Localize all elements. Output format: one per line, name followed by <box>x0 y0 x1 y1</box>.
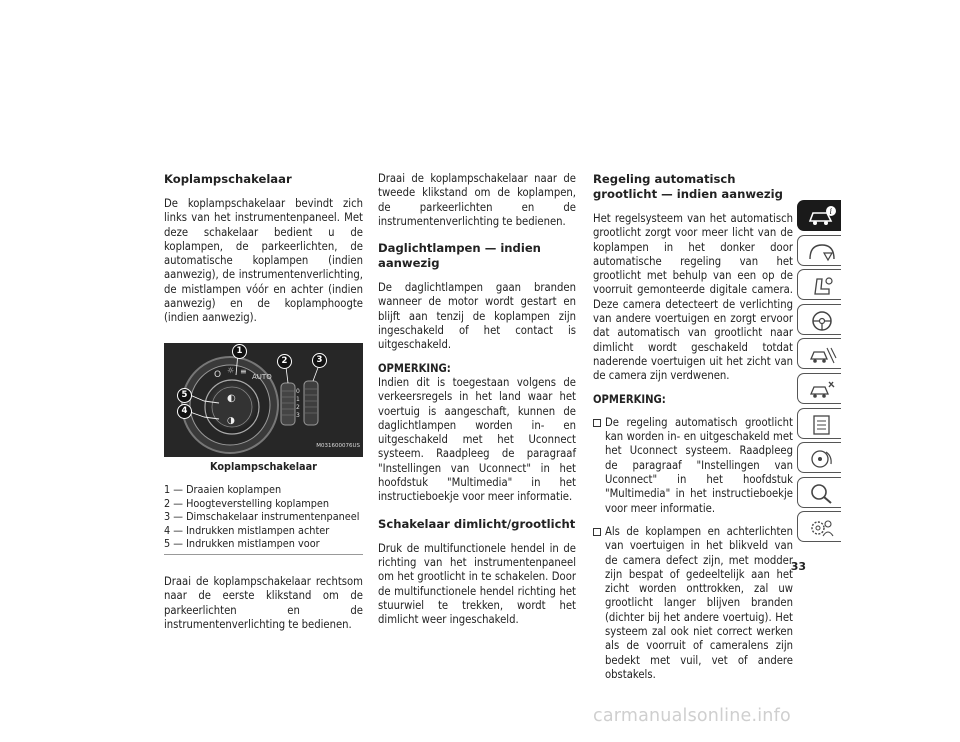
watermark: carmanualsonline.info <box>593 706 791 726</box>
figure-image-id: M031600076US <box>316 443 360 450</box>
section-heading-automatisch-grootlicht: Regeling automatisch grootlicht — indien aanwezig <box>593 172 783 201</box>
note-text: Indien dit is toegestaan volgens de verkeersregels in het land waar het voertuig is aangeschaft, kunnen de daglichtlampen worden in- en uitgeschakeld met het Uconnect systeem. Raadpleeg de paragraaf "Instellingen van Uconnect" in het hoofdstuk "Multimedia" in het instructieboekje voor meer informatie. <box>378 375 576 504</box>
svg-text:O: O <box>214 369 222 380</box>
svg-text:≡: ≡ <box>240 366 247 376</box>
car-info-icon <box>807 204 837 228</box>
svg-text:0: 0 <box>296 387 300 395</box>
legend-item: 4 — Indrukken mistlampen achter <box>164 523 330 537</box>
note-title: OPMERKING: <box>593 392 666 406</box>
callout-1: 1 <box>232 344 247 359</box>
page-number: 33 <box>790 560 806 573</box>
section-heading-daglichtlampen: Daglichtlampen — indien aanwezig <box>378 241 541 271</box>
legend-item: 5 — Indrukken mistlampen voor <box>164 537 320 551</box>
headlight-switch-figure <box>164 343 363 457</box>
chapter-tab-steering[interactable] <box>797 304 841 335</box>
turn-second-position-paragraph: Draai de koplampschakelaar naar de tweede klikstand om de koplampen, de parkeerlichten en de instrumentenverlichting te bedienen. <box>378 172 576 228</box>
callout-3: 3 <box>312 353 327 368</box>
column-left <box>164 172 363 632</box>
legend-item: 2 — Hoogteverstelling koplampen <box>164 496 330 510</box>
magnifier-icon <box>807 481 837 505</box>
legend-item: 1 — Draaien koplampen <box>164 482 282 496</box>
seat-safety-icon <box>807 273 837 297</box>
section-heading-koplampschakelaar: Koplampschakelaar <box>164 172 292 186</box>
intro-paragraph: De koplampschakelaar bevindt zich links van het instrumentenpaneel. Met deze schakelaar bedient u de koplampen, de parkeerlichten, de automatische koplampen (indien aanwezig), de instrumentenverlichting, de mistlampen vóór en achter (indien aanwezig) en de koplamphoogte (indien aanwezig). <box>164 197 363 325</box>
auto-high-beam-paragraph: Het regelsysteem van het automatisch grootlicht zorgt voor meer licht van de koplampen in het donker door automatische regeling van het grootlicht met behulp van een op de voorruit gemonteerde digitale camera. Deze camera detecteert de verlichting van andere voertuigen en zorgt ervoor dat automatisch van grootlicht naar dimlicht wordt geschakeld totdat naderende voertuigen uit het zicht van de camera zijn verdwenen. <box>593 212 793 383</box>
car-road-icon <box>807 342 837 366</box>
chapter-tabs <box>797 200 841 546</box>
figure-legend <box>164 483 363 555</box>
column-middle <box>378 172 576 627</box>
svg-text:i: i <box>829 207 833 216</box>
chapter-tab-checklist[interactable] <box>797 408 841 439</box>
svg-text:◐: ◐ <box>227 392 236 404</box>
svg-text:AUTO: AUTO <box>252 372 272 381</box>
svg-text:1: 1 <box>296 395 300 403</box>
note-bullet: Als de koplampen en achterlichten van voertuigen in het blikveld van de camera defect zijn, met modder zijn bespat of gedeeltelijk aan het zicht worden onttrokken, zal uw grootlicht langer blijven branden (dichter bij het andere voertuig). Het systeem zal ook niet correct werken als de voorruit of cameralens zijn bedekt met vuil, vet of andere obstakels. <box>593 525 793 682</box>
note-title: OPMERKING: <box>378 361 451 375</box>
note-bullet: De regeling automatisch grootlicht kan worden in- en uitgeschakeld met het Uconnect systeem. Raadpleeg de paragraaf "Instellingen van Uconnect" in het hoofdstuk "Multimedia" in het instructieboekje voor meer informatie. <box>593 416 793 516</box>
callout-4: 4 <box>177 404 192 419</box>
gear-person-icon <box>807 515 837 539</box>
svg-text:☼: ☼ <box>227 365 235 375</box>
turn-first-position-paragraph: Draai de koplampschakelaar rechtsom naar de eerste klikstand om de parkeerlichten en de instrumentenverlichting te bedienen. <box>164 574 363 631</box>
car-service-icon <box>807 377 837 401</box>
media-icon <box>807 446 837 470</box>
high-beam-paragraph: Druk de multifunctionele hendel in de richting van het instrumentenpaneel om het grootlicht in te schakelen. Door de multifunctionele hendel richting het stuurwiel te trekken, wordt het dimlicht weer ingeschakeld. <box>378 541 576 627</box>
callout-5: 5 <box>177 388 192 403</box>
figure-caption: Koplampschakelaar <box>210 459 317 473</box>
note-bullet-list <box>593 416 793 682</box>
legend-item: 3 — Dimschakelaar instrumentenpaneel <box>164 510 360 524</box>
dashboard-warning-icon <box>807 239 837 263</box>
svg-text:2: 2 <box>296 403 300 411</box>
section-heading-dimlicht-grootlicht: Schakelaar dimlicht/grootlicht <box>378 516 576 531</box>
column-right <box>593 172 793 691</box>
checklist-icon <box>807 412 837 436</box>
chapter-tab-search[interactable] <box>797 477 841 508</box>
chapter-tab-settings[interactable] <box>797 511 841 542</box>
chapter-tab-car-road[interactable] <box>797 338 841 369</box>
chapter-tab-car-info[interactable] <box>797 200 841 231</box>
callout-2: 2 <box>277 354 292 369</box>
chapter-tab-seat-safety[interactable] <box>797 269 841 300</box>
drl-paragraph: De daglichtlampen gaan branden wanneer de motor wordt gestart en blijft aan tenzij de koplampen zijn ingeschakeld of het contact is uitgeschakeld. <box>378 281 576 352</box>
chapter-tab-dashboard-warning[interactable] <box>797 235 841 266</box>
svg-text:◑: ◑ <box>227 415 235 426</box>
svg-text:3: 3 <box>296 411 300 419</box>
steering-wheel-icon <box>807 308 837 332</box>
chapter-tab-media[interactable] <box>797 442 841 473</box>
chapter-tab-car-service[interactable] <box>797 373 841 404</box>
